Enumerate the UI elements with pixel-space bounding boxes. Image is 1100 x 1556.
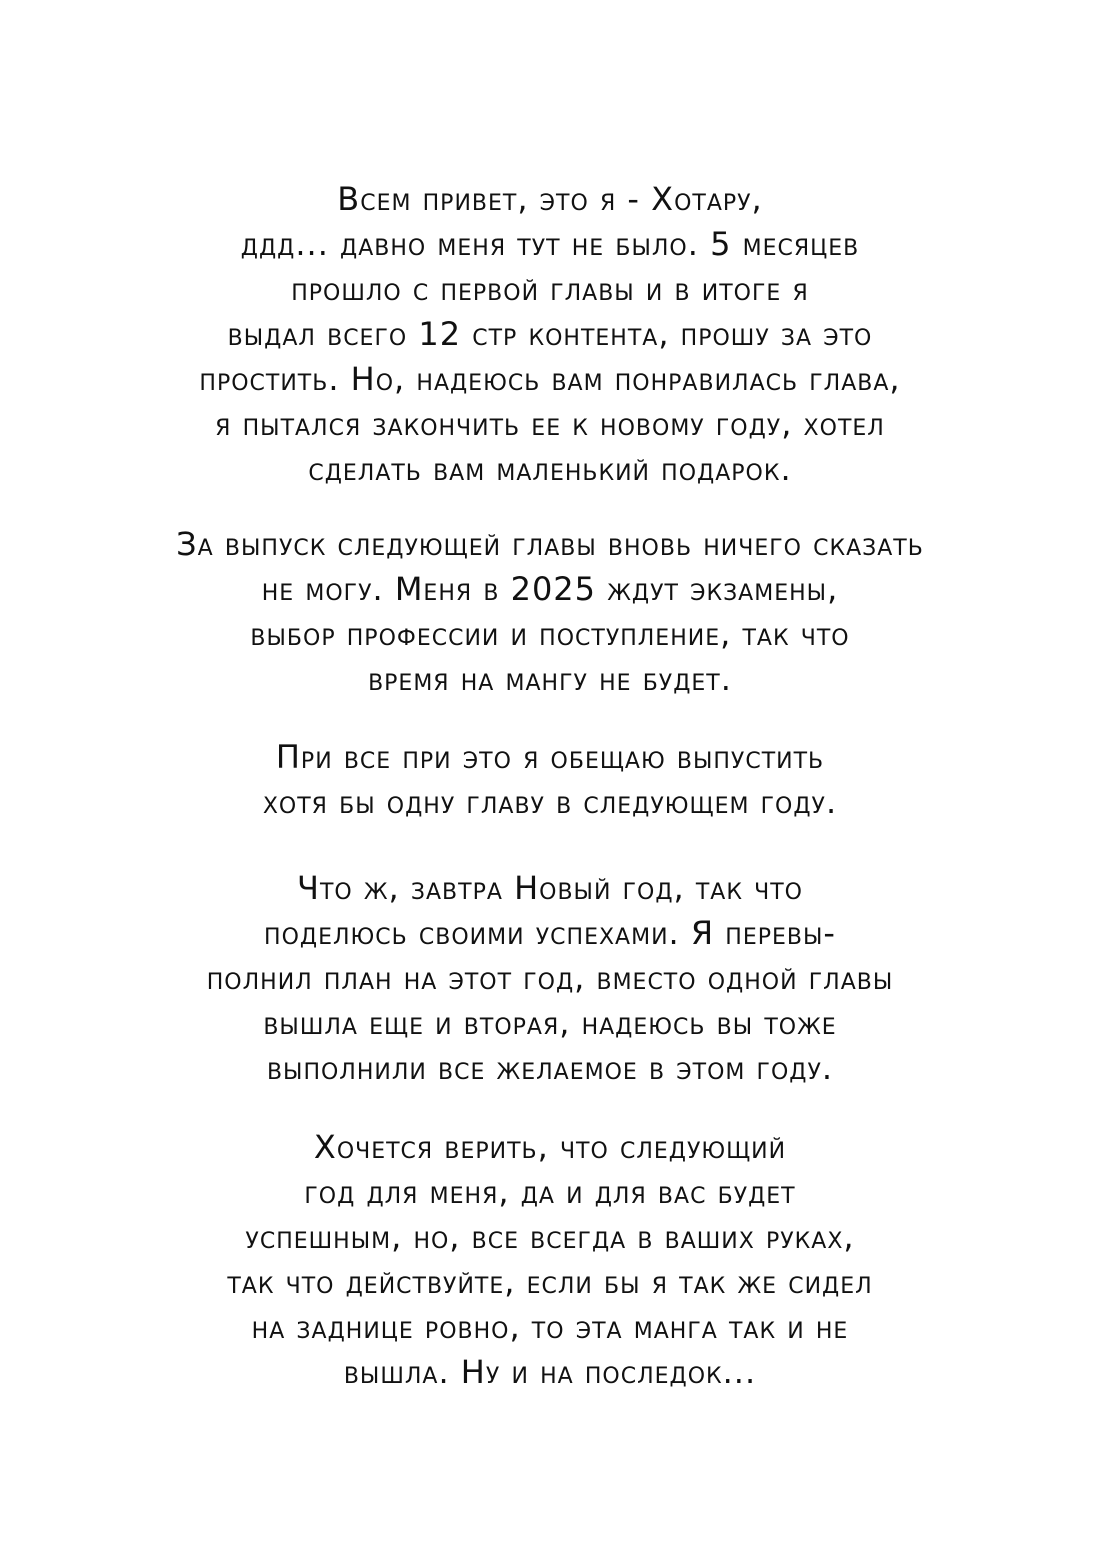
text-line: выдал всего 12 стр контента, прошу за это — [227, 315, 873, 353]
text-line: не могу. Меня в 2025 ждут экзамены, — [261, 570, 839, 608]
text-line: За выпуск следующей главы вновь ничего сказать — [176, 525, 924, 563]
text-line: хотя бы одну главу в следующем году. — [262, 783, 838, 821]
text-line: поделюсь своими успехами. Я перевы- — [264, 914, 836, 952]
text-line: сделать вам маленький подарок. — [308, 450, 792, 488]
text-line: прошло с первой главы и в итоге я — [291, 270, 809, 308]
text-line: Всем привет, это я - Хотару, — [337, 180, 763, 218]
text-line: При все при это я обещаю выпустить — [275, 738, 825, 776]
paragraph-closing — [60, 1125, 1040, 1395]
text-line: Что ж, завтра Новый год, так что — [297, 869, 803, 907]
paragraph-next-chapter — [60, 522, 1040, 702]
text-line: я пытался закончить ее к новому году, хотел — [215, 405, 885, 443]
text-line: вышла еще и вторая, надеюсь вы тоже — [263, 1004, 837, 1042]
text-line: простить. Но, надеюсь вам понравилась глава, — [199, 360, 901, 398]
text-line: ддд... давно меня тут не было. 5 месяцев — [240, 225, 860, 263]
text-line: полнил план на этот год, вместо одной главы — [206, 959, 894, 997]
text-line: год для меня, да и для вас будет — [304, 1173, 796, 1211]
paragraph-greeting — [60, 177, 1040, 492]
text-line: выбор профессии и поступление, так что — [250, 615, 850, 653]
paragraph-new-year — [60, 866, 1040, 1091]
text-line: так что действуйте, если бы я так же сидел — [227, 1263, 873, 1301]
paragraph-promise — [60, 735, 1040, 825]
text-line: вышла. Ну и на последок... — [343, 1353, 757, 1391]
text-line: время на мангу не будет. — [368, 660, 732, 698]
text-line: Хочется верить, что следующий — [313, 1128, 787, 1166]
text-line: на заднице ровно, то эта манга так и не — [251, 1308, 849, 1346]
text-line: выполнили все желаемое в этом году. — [266, 1049, 834, 1087]
text-line: успешным, но, все всегда в ваших руках, — [245, 1218, 855, 1256]
